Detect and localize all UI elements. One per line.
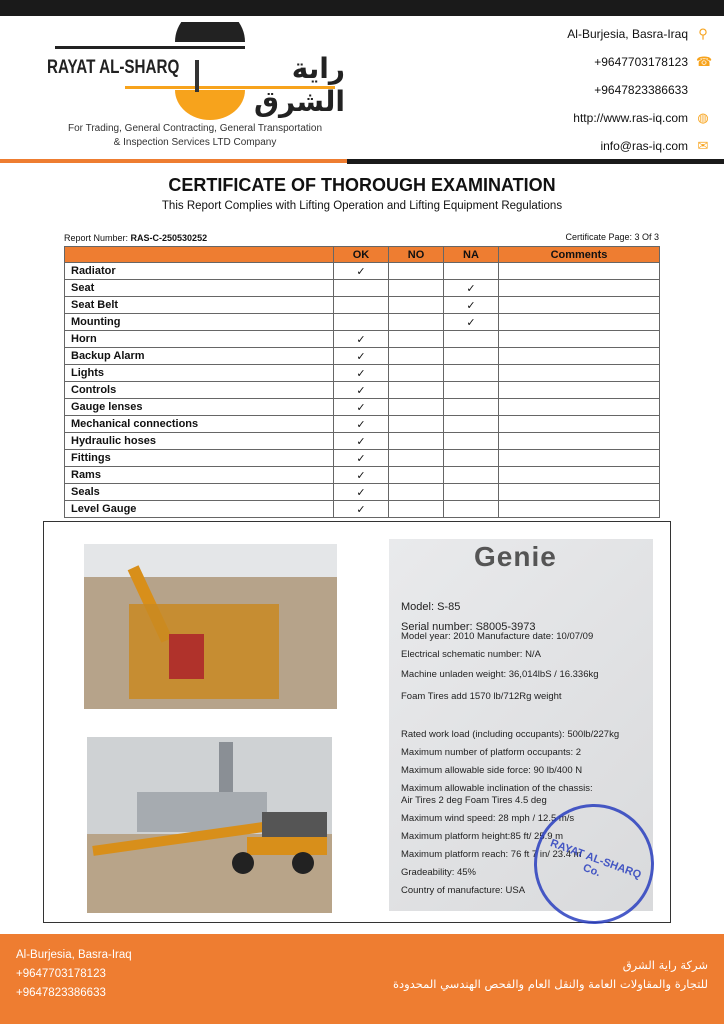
status-na-cell — [444, 399, 499, 416]
item-name: Lights — [65, 365, 334, 382]
contact-website[interactable] — [567, 104, 710, 132]
status-ok-cell — [334, 348, 389, 365]
table-row — [65, 484, 660, 501]
contact-phone-2 — [567, 76, 710, 104]
comments-cell — [499, 501, 660, 518]
plate-line: Maximum platform reach: 76 ft 7 in/ 23.4 m — [401, 849, 582, 860]
check-mark-icon: ✓ — [356, 367, 366, 380]
status-ok-cell — [334, 280, 389, 297]
report-number — [64, 233, 207, 243]
contact-email[interactable] — [567, 132, 710, 160]
comments-cell — [499, 382, 660, 399]
status-ok-cell — [334, 450, 389, 467]
comments-cell — [499, 416, 660, 433]
table-row — [65, 263, 660, 280]
header-divider-dark — [347, 159, 724, 164]
check-mark-icon: ✓ — [356, 469, 366, 482]
check-mark-icon: ✓ — [356, 265, 366, 278]
plate-line: Gradeability: 45% — [401, 867, 476, 878]
item-name: Level Gauge — [65, 501, 334, 518]
footer-phone-2: +9647823386633 — [16, 987, 106, 999]
status-ok-cell — [334, 467, 389, 484]
item-name: Hydraulic hoses — [65, 433, 334, 450]
contact-address — [567, 20, 710, 48]
address-text: Al-Burjesia, Basra-Iraq — [567, 27, 688, 41]
status-no-cell — [389, 433, 444, 450]
plate-line: Model year: 2010 Manufacture date: 10/07/09 — [401, 631, 594, 642]
check-mark-icon: ✓ — [466, 316, 476, 329]
tagline-line-1: For Trading, General Contracting, General Transportation — [67, 123, 323, 134]
status-no-cell — [389, 331, 444, 348]
item-name: Fittings — [65, 450, 334, 467]
comments-cell — [499, 263, 660, 280]
phone-text: +9647823386633 — [594, 83, 688, 97]
status-no-cell — [389, 399, 444, 416]
footer-arabic-name: شركة راية الشرق — [622, 958, 708, 972]
comments-cell — [499, 467, 660, 484]
certificate-page: Certificate Page: 3 Of 3 — [565, 232, 659, 242]
check-mark-icon: ✓ — [356, 401, 366, 414]
status-ok-cell — [334, 484, 389, 501]
table-row — [65, 433, 660, 450]
comments-cell — [499, 450, 660, 467]
status-na-cell — [444, 348, 499, 365]
plate-line: Maximum platform height:85 ft/ 25.9 m — [401, 831, 564, 842]
location-pin-icon: ⚲ — [698, 26, 708, 41]
item-name: Mechanical connections — [65, 416, 334, 433]
header-comments: Comments — [499, 247, 660, 263]
table-row — [65, 450, 660, 467]
status-no-cell — [389, 348, 444, 365]
check-mark-icon: ✓ — [356, 333, 366, 346]
table-row — [65, 348, 660, 365]
contact-info — [567, 20, 713, 160]
report-number-label: Report Number: — [64, 233, 131, 243]
plate-line: Electrical schematic number: N/A — [401, 649, 541, 660]
table-row — [65, 297, 660, 314]
item-name: Horn — [65, 331, 334, 348]
header-no: NO — [389, 247, 444, 263]
machine-photo-1 — [84, 544, 337, 709]
table-row — [65, 280, 660, 297]
plate-line: Serial number: S8005-3973 — [401, 621, 536, 633]
header-divider-orange — [0, 159, 347, 163]
status-no-cell — [389, 365, 444, 382]
item-name: Gauge lenses — [65, 399, 334, 416]
brand-name-ar: راية الشرق — [253, 52, 345, 118]
status-ok-cell — [334, 314, 389, 331]
blank-icon — [696, 83, 710, 97]
header-na: NA — [444, 247, 499, 263]
status-no-cell — [389, 382, 444, 399]
item-name: Seat Belt — [65, 297, 334, 314]
company-logo — [45, 22, 345, 122]
table-row — [65, 501, 660, 518]
status-na-cell — [444, 382, 499, 399]
status-na-cell — [444, 433, 499, 450]
inspection-table — [64, 246, 660, 518]
status-ok-cell — [334, 263, 389, 280]
status-na-cell — [444, 484, 499, 501]
plate-line: Air Tires 2 deg Foam Tires 4.5 deg — [401, 795, 547, 806]
status-no-cell — [389, 314, 444, 331]
footer-arabic-desc: للتجارة والمقاولات العامة والنقل العام والفحص الهندسي المحدودة — [392, 977, 708, 991]
item-name: Backup Alarm — [65, 348, 334, 365]
table-header — [65, 247, 660, 263]
status-no-cell — [389, 450, 444, 467]
machine-photo-2 — [87, 737, 332, 913]
table-row — [65, 467, 660, 484]
check-mark-icon: ✓ — [466, 299, 476, 312]
status-ok-cell — [334, 331, 389, 348]
check-mark-icon: ✓ — [466, 282, 476, 295]
status-na-cell — [444, 501, 499, 518]
serial-plate-photo — [389, 539, 653, 911]
plate-line: Model: S-85 — [401, 601, 461, 613]
check-mark-icon: ✓ — [356, 350, 366, 363]
item-name: Controls — [65, 382, 334, 399]
globe-icon: ◍ — [697, 110, 709, 125]
status-ok-cell — [334, 365, 389, 382]
photo-section — [43, 521, 671, 923]
status-na-cell — [444, 331, 499, 348]
phone-text: +9647703178123 — [594, 55, 688, 69]
footer — [0, 934, 724, 1024]
comments-cell — [499, 348, 660, 365]
table-row — [65, 331, 660, 348]
plate-brand: Genie — [474, 541, 557, 572]
check-mark-icon: ✓ — [356, 452, 366, 465]
status-ok-cell — [334, 433, 389, 450]
status-no-cell — [389, 484, 444, 501]
table-row — [65, 314, 660, 331]
plate-line: Foam Tires add 1570 lb/712Rg weight — [401, 691, 562, 702]
comments-cell — [499, 399, 660, 416]
status-na-cell — [444, 450, 499, 467]
status-ok-cell — [334, 297, 389, 314]
table-row — [65, 399, 660, 416]
status-no-cell — [389, 297, 444, 314]
check-mark-icon: ✓ — [356, 486, 366, 499]
plate-line: Maximum allowable side force: 90 lb/400 N — [401, 765, 583, 776]
tagline-line-2: & Inspection Services LTD Company — [113, 137, 277, 148]
page-title: CERTIFICATE OF THOROUGH EXAMINATION — [168, 175, 556, 195]
status-no-cell — [389, 501, 444, 518]
comments-cell — [499, 433, 660, 450]
status-no-cell — [389, 416, 444, 433]
envelope-icon: ✉ — [697, 138, 709, 153]
top-bar — [0, 0, 724, 16]
plate-line: Maximum wind speed: 28 mph / 12.5 m/s — [401, 813, 575, 824]
status-na-cell — [444, 263, 499, 280]
plate-line: Maximum allowable inclination of the chassis: — [401, 783, 593, 794]
stamp-text: RAYAT AL-SHARQ Co. — [548, 837, 643, 882]
plate-line: Country of manufacture: USA — [401, 885, 526, 896]
status-ok-cell — [334, 382, 389, 399]
contact-phone-1 — [567, 48, 713, 76]
item-name: Seat — [65, 280, 334, 297]
comments-cell — [499, 280, 660, 297]
plate-line: Rated work load (including occupants): 500lb/227kg — [401, 729, 620, 740]
status-no-cell — [389, 263, 444, 280]
status-na-cell — [444, 297, 499, 314]
plate-line: Machine unladen weight: 36,014lbS / 16.336kg — [401, 669, 599, 680]
check-mark-icon: ✓ — [356, 435, 366, 448]
status-na-cell — [444, 365, 499, 382]
table-row — [65, 416, 660, 433]
website-link[interactable]: http://www.ras-iq.com — [573, 111, 688, 125]
email-link[interactable]: info@ras-iq.com — [600, 139, 688, 153]
comments-cell — [499, 331, 660, 348]
check-mark-icon: ✓ — [356, 384, 366, 397]
plate-line: Maximum number of platform occupants: 2 — [401, 747, 582, 758]
status-no-cell — [389, 467, 444, 484]
report-number-value: RAS-C-250530252 — [130, 233, 208, 243]
company-tagline — [45, 122, 345, 150]
footer-phone-1: +9647703178123 — [16, 968, 106, 980]
comments-cell — [499, 314, 660, 331]
status-na-cell — [444, 280, 499, 297]
status-no-cell — [389, 280, 444, 297]
footer-arabic — [393, 956, 708, 994]
item-name: Rams — [65, 467, 334, 484]
company-stamp — [517, 787, 671, 941]
table-row — [65, 382, 660, 399]
item-name: Seals — [65, 484, 334, 501]
footer-contacts — [16, 946, 132, 1003]
check-mark-icon: ✓ — [356, 418, 366, 431]
brand-name-en: RAYAT AL-SHARQ — [47, 57, 180, 78]
header-item — [65, 247, 334, 263]
status-ok-cell — [334, 416, 389, 433]
comments-cell — [499, 484, 660, 501]
page-subtitle: This Report Complies with Lifting Operation and Lifting Equipment Regulations — [161, 200, 563, 212]
footer-address: Al-Burjesia, Basra-Iraq — [16, 949, 132, 961]
status-na-cell — [444, 467, 499, 484]
status-na-cell — [444, 314, 499, 331]
comments-cell — [499, 297, 660, 314]
item-name: Mounting — [65, 314, 334, 331]
header-ok: OK — [334, 247, 389, 263]
status-ok-cell — [334, 501, 389, 518]
status-ok-cell — [334, 399, 389, 416]
status-na-cell — [444, 416, 499, 433]
table-row — [65, 365, 660, 382]
item-name: Radiator — [65, 263, 334, 280]
check-mark-icon: ✓ — [356, 503, 366, 516]
phone-icon: ☎ — [696, 54, 713, 69]
comments-cell — [499, 365, 660, 382]
